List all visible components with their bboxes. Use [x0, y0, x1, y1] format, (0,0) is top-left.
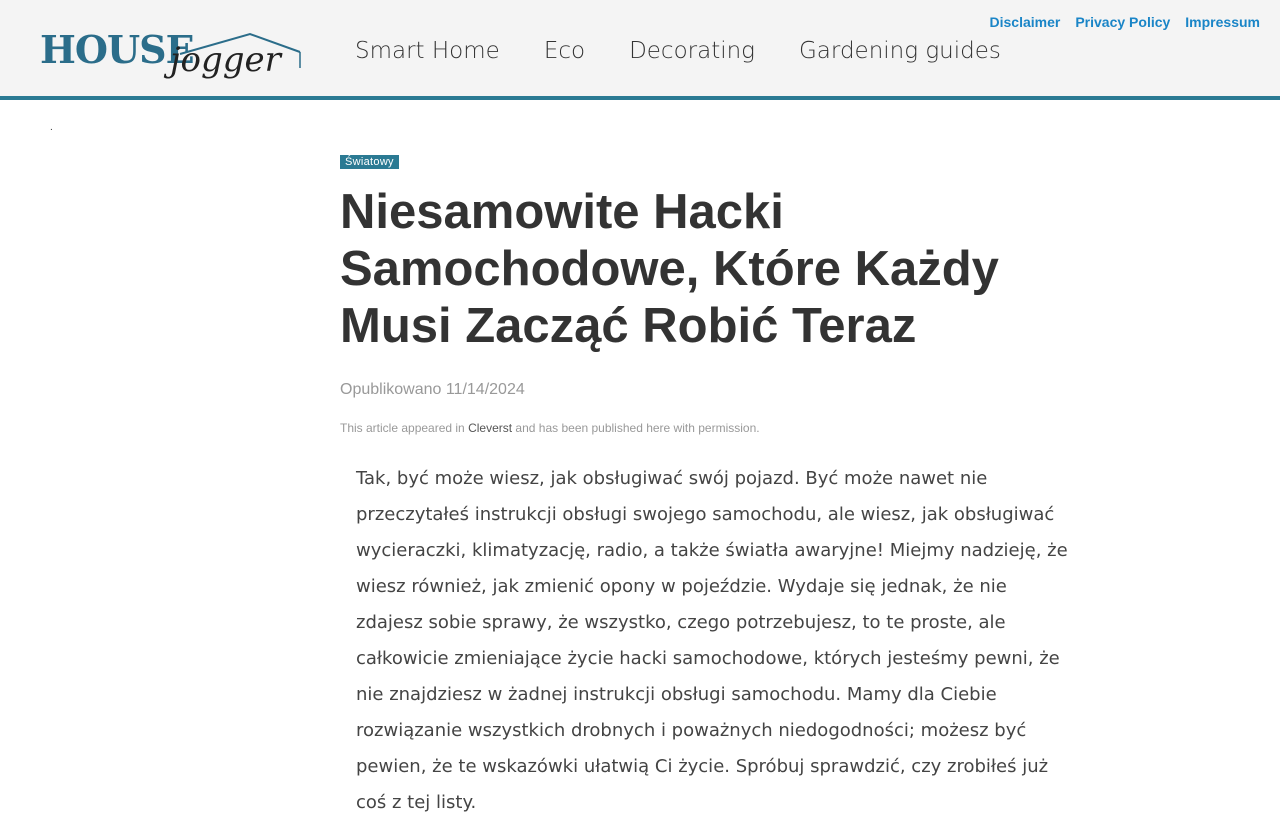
nav-eco[interactable]: Eco [543, 38, 586, 64]
attribution-suffix: and has been published here with permission. [512, 421, 760, 435]
main-nav [355, 36, 1045, 66]
article-body [356, 461, 1076, 821]
article [340, 152, 1080, 821]
source-link[interactable]: Cleverst [468, 421, 513, 435]
attribution-note [340, 421, 1080, 435]
logo-house-text: HOUSE [40, 27, 194, 72]
nav-smart-home[interactable]: Smart Home [355, 38, 500, 64]
nav-gardening-guides[interactable]: Gardening guides [798, 38, 1001, 64]
top-links [975, 14, 1260, 30]
disclaimer-link[interactable]: Disclaimer [989, 14, 1061, 30]
article-title: Niesamowite Hacki Samochodowe, Które Każdy Musi Zacząć Robić Teraz [340, 185, 999, 353]
nav-decorating[interactable]: Decorating [629, 38, 755, 64]
published-date: Opublikowano 11/14/2024 [340, 381, 525, 398]
logo-jogger-text: jogger [170, 40, 281, 80]
category-badge[interactable]: Światowy [340, 155, 399, 169]
site-logo[interactable] [38, 24, 306, 86]
attribution-prefix: This article appeared in [340, 421, 469, 435]
stray-dot: . [50, 122, 53, 133]
article-paragraph: Tak, być może wiesz, jak obsługiwać swój pojazd. Być może nawet nie przeczytałeś instrukcji obsługi swojego samochodu, ale wiesz, jak obsługiwać wycieraczki, klimatyzację, radio, a także światła awaryjne! Miejmy nadzieję, że wiesz również, jak zmienić opony w pojeździe. Wydaje się jednak, że nie zdajesz sobie sprawy, że wszystko, czego potrzebujesz, to te proste, ale całkowicie zmieniające życie hacki samochodowe, których jesteśmy pewni, że nie znajdziesz w żadnej instrukcji obsługi samochodu. Mamy dla Ciebie rozwiązanie wszystkich drobnych i poważnych niedogodności; możesz być pewien, że te wskazówki ułatwią Ci życie. Spróbuj sprawdzić, czy zrobiłeś już coś z tej listy. [356, 468, 1068, 813]
impressum-link[interactable]: Impressum [1185, 14, 1260, 30]
site-header [0, 0, 1280, 100]
privacy-policy-link[interactable]: Privacy Policy [1075, 14, 1171, 30]
